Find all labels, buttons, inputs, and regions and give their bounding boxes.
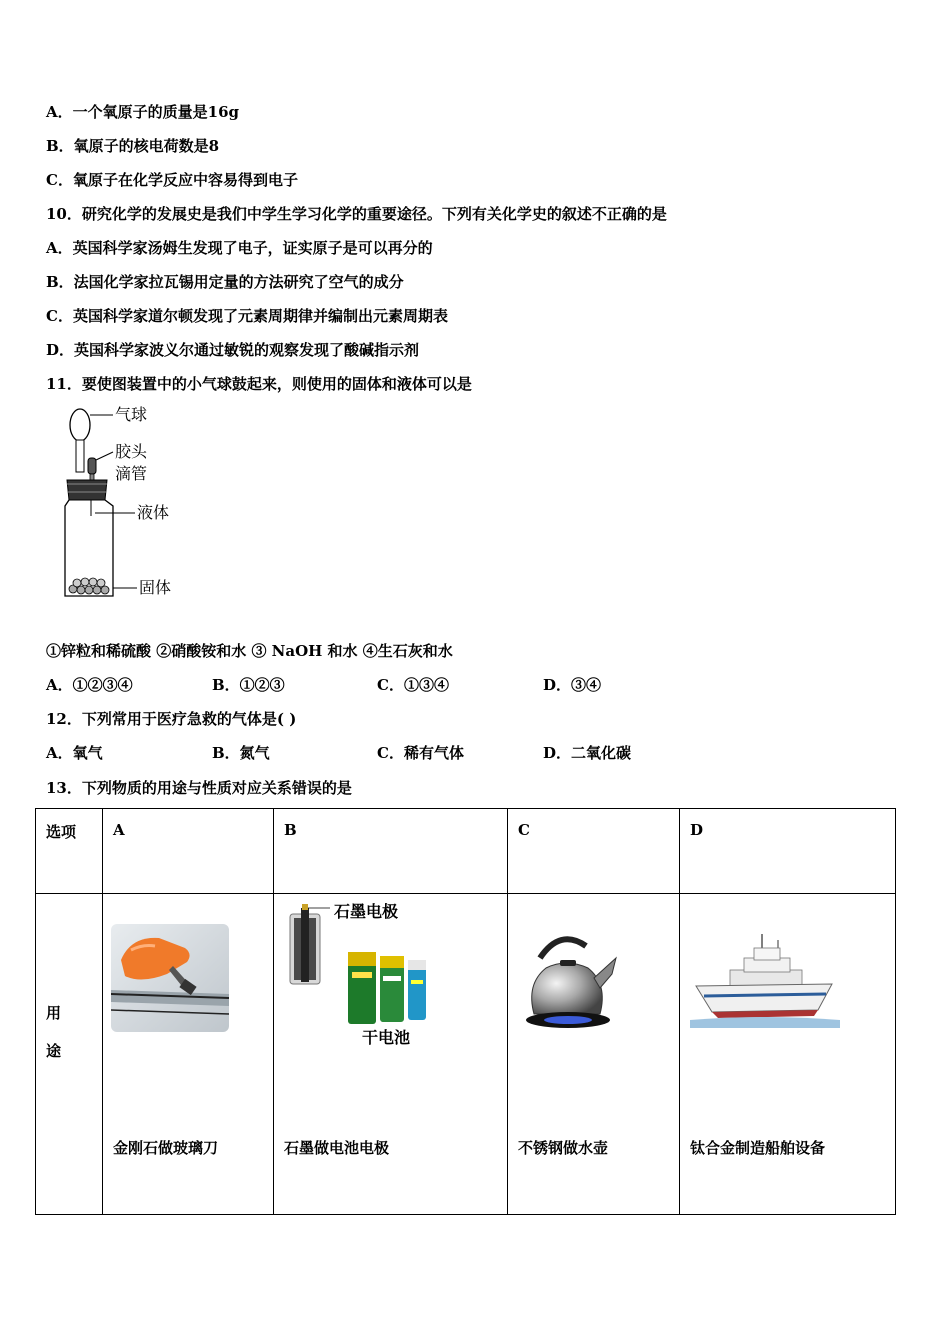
table-header-d: D (690, 821, 704, 839)
q11-option-a: A．①②③④ (46, 676, 133, 694)
table-header-b-cell (274, 809, 508, 894)
q10-option-b: B．法国化学家拉瓦锡用定量的方法研究了空气的成分 (46, 273, 404, 291)
q12-option-c: C．稀有气体 (377, 744, 464, 762)
table-cell-b (274, 894, 508, 1215)
q9-option-c: C．氧原子在化学反应中容易得到电子 (46, 171, 298, 189)
table-header-row (36, 809, 896, 894)
usage-b: 石墨做电池电极 (284, 1139, 390, 1157)
ship-image (690, 924, 840, 1034)
q13-property-table (35, 808, 896, 1215)
table-header-a-cell (103, 809, 274, 894)
usage-c: 不锈钢做水壶 (518, 1139, 609, 1157)
table-cell-a (103, 894, 274, 1215)
row-label-2: 途 (46, 1042, 62, 1060)
table-header-label-cell (36, 809, 103, 894)
q10-option-d: D．英国科学家波义尔通过敏锐的观察发现了酸碱指示剂 (46, 341, 420, 359)
q12-option-b: B．氮气 (212, 744, 270, 762)
q12-option-d: D．二氧化碳 (543, 744, 632, 762)
table-header-label: 选项 (46, 823, 77, 841)
apparatus-diagram (55, 402, 195, 602)
q9-option-b: B．氧原子的核电荷数是8 (46, 137, 220, 155)
row-label-1: 用 (46, 1004, 62, 1022)
usage-d: 钛合金制造船舶设备 (690, 1139, 826, 1157)
table-usage-row (36, 894, 896, 1215)
q11-choices: ①锌粒和稀硫酸 ②硝酸铵和水 ③ NaOH 和水 ④生石灰和水 (46, 642, 453, 660)
table-header-a: A (113, 821, 125, 839)
label-balloon: 气球 (115, 405, 148, 424)
label-liquid: 液体 (137, 503, 170, 522)
q13-stem: 13．下列物质的用途与性质对应关系错误的是 (46, 779, 352, 797)
table-row-label-cell (36, 894, 103, 1215)
q11-option-d: D．③④ (543, 676, 602, 694)
q12-option-a: A．氧气 (46, 744, 103, 762)
label-graphite-electrode: 石墨电极 (334, 902, 399, 921)
q9-option-a: A．一个氧原子的质量是16g (46, 103, 240, 121)
q10-stem: 10．研究化学的发展史是我们中学生学习化学的重要途径。下列有关化学史的叙述不正确的是 (46, 205, 667, 223)
q11-option-c: C．①③④ (377, 676, 449, 694)
table-cell-d (680, 894, 896, 1215)
glass-cutter-image (111, 924, 229, 1032)
label-dry-battery: 干电池 (362, 1028, 411, 1047)
battery-image (284, 904, 454, 1029)
table-cell-c (508, 894, 680, 1215)
label-dropper-1: 胶头 (115, 442, 148, 461)
table-header-b: B (284, 821, 297, 839)
q12-stem: 12．下列常用于医疗急救的气体是( ) (46, 710, 297, 728)
q11-apparatus-figure (55, 402, 195, 602)
table-header-c-cell (508, 809, 680, 894)
q11-stem: 11．要使图装置中的小气球鼓起来，则使用的固体和液体可以是 (46, 375, 472, 393)
kettle-image (520, 928, 620, 1034)
q10-option-a: A．英国科学家汤姆生发现了电子，证实原子是可以再分的 (46, 239, 433, 257)
table-header-c: C (518, 821, 530, 839)
q10-option-c: C．英国科学家道尔顿发现了元素周期律并编制出元素周期表 (46, 307, 448, 325)
usage-a: 金刚石做玻璃刀 (113, 1139, 219, 1157)
label-solid: 固体 (139, 578, 172, 597)
table-header-d-cell (680, 809, 896, 894)
q11-option-b: B．①②③ (212, 676, 285, 694)
label-dropper-2: 滴管 (115, 464, 148, 483)
